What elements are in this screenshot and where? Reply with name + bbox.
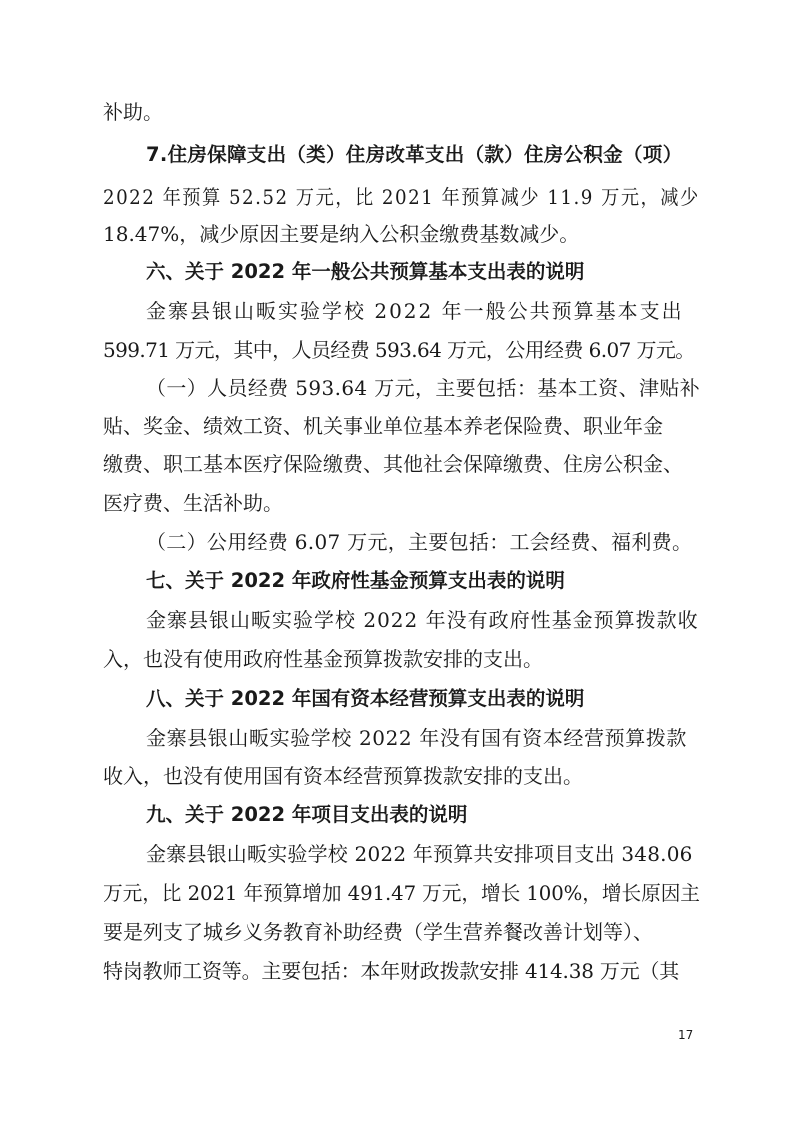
section-heading: 九、关于 2022 年项目支出表的说明 (146, 803, 468, 826)
body-line: 18.47%，减少原因主要是纳入公积金缴费基数减少。 (103, 222, 580, 246)
body-line: 收入，也没有使用国有资本经营预算拨款安排的支出。 (103, 764, 583, 788)
body-line: 入，也没有使用政府性基金预算拨款安排的支出。 (103, 647, 543, 671)
section-heading: 七、关于 2022 年政府性基金预算支出表的说明 (146, 569, 565, 592)
page-number: 17 (678, 1028, 694, 1042)
body-line: 要是列支了城乡义务教育补助经费（学生营养餐改善计划等）、 (103, 920, 653, 944)
section-heading: 八、关于 2022 年国有资本经营预算支出表的说明 (146, 687, 585, 710)
body-line: 金寨县银山畈实验学校 2022 年没有国有资本经营预算拨款 (146, 726, 688, 750)
body-line: 补助。 (103, 100, 163, 124)
body-line: 贴、奖金、绩效工资、机关事业单位基本养老保险费、职业年金 (103, 414, 663, 438)
body-line: 医疗费、生活补助。 (103, 491, 283, 515)
body-line: 599.71 万元，其中，人员经费 593.64 万元，公用经费 6.07 万元。 (103, 338, 695, 362)
body-line: （一）人员经费 593.64 万元，主要包括：基本工资、津贴补 (146, 376, 701, 400)
section-heading: 六、关于 2022 年一般公共预算基本支出表的说明 (146, 260, 585, 283)
body-line: 万元，比 2021 年预算增加 491.47 万元，增长 100%，增长原因主 (103, 881, 700, 905)
section-heading: 7.住房保障支出（类）住房改革支出（款）住房公积金（项） (146, 143, 683, 166)
body-line: 金寨县银山畈实验学校 2022 年预算共安排项目支出 348.06 (146, 842, 693, 866)
body-line: 2022 年预算 52.52 万元，比 2021 年预算减少 11.9 万元，减少 (103, 185, 700, 209)
body-line: （二）公用经费 6.07 万元，主要包括：工会经费、福利费。 (146, 530, 693, 554)
body-line: 金寨县银山畈实验学校 2022 年没有政府性基金预算拨款收 (146, 608, 699, 632)
body-line: 缴费、职工基本医疗保险缴费、其他社会保障缴费、住房公积金、 (103, 452, 683, 476)
body-line: 特岗教师工资等。主要包括：本年财政拨款安排 414.38 万元（其 (103, 959, 680, 983)
body-line: 金寨县银山畈实验学校 2022 年一般公共预算基本支出 (146, 299, 684, 323)
